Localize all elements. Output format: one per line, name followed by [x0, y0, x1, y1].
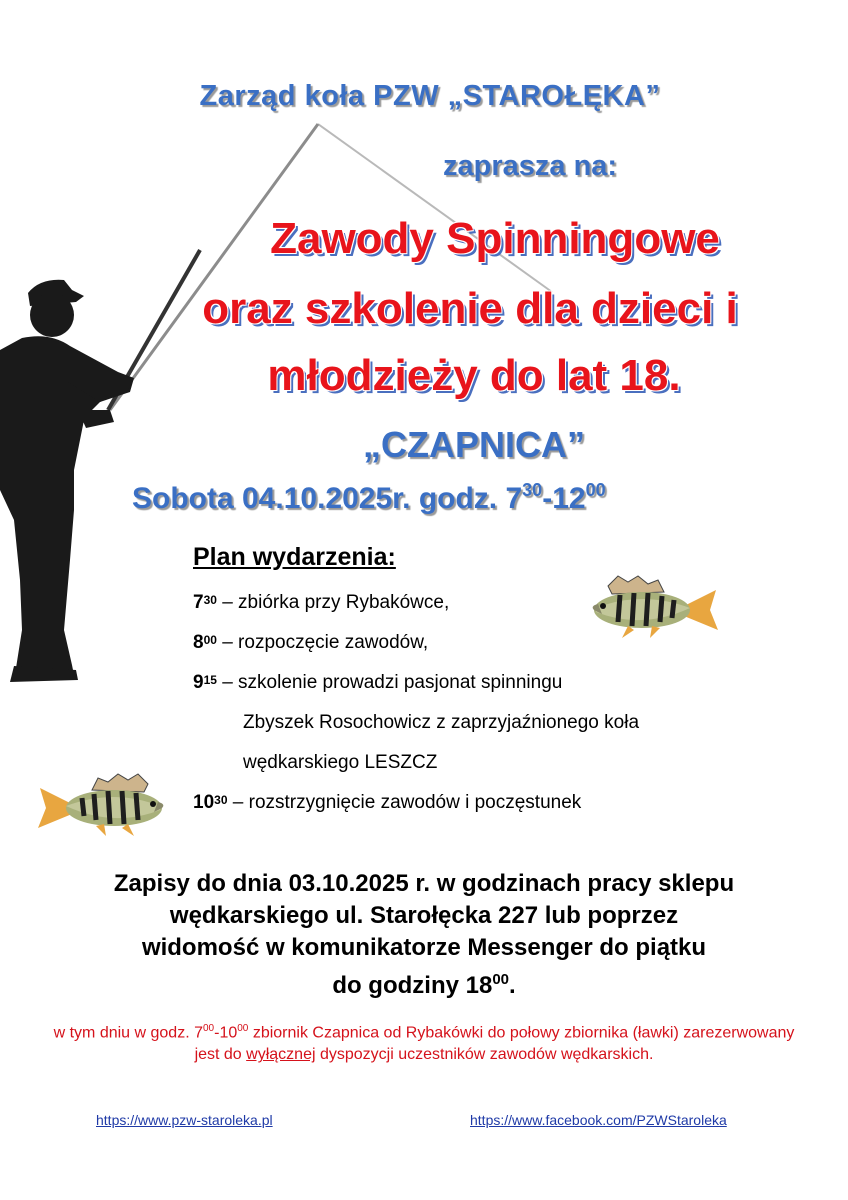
plan-item-continuation: Zbyszek Rosochowicz z zaprzyjaźnionego koła	[243, 712, 640, 733]
website-link[interactable]: https://www.pzw-staroleka.pl	[96, 1112, 273, 1128]
plan-item: $7^{30}$ – zbiórka przy Rybakówce,	[193, 592, 450, 613]
facebook-link[interactable]: https://www.facebook.com/PZWStaroleka	[470, 1112, 727, 1128]
plan-item: $10^{30}$ – rozstrzygnięcie zawodów i poczęstunek	[193, 792, 582, 813]
venue-name: „CZAPNICA”	[363, 424, 585, 465]
event-title-line1: Zawody Spinningowe	[270, 214, 720, 263]
organizer-heading: Zarząd koła PZW „STAROŁĘKA”	[199, 80, 661, 112]
invites-text: zaprasza na:	[443, 150, 618, 182]
signup-info: Zapisy do dnia 03.10.2025 r. w godzinach pracy sklepu wędkarskiego ul. Starołęcka 227 lub poprzez widomość w komunikatorze Messenger do piątku do godziny $18^{00}$.	[113, 870, 735, 999]
perch-fish-icon	[572, 572, 720, 644]
event-date: Sobota 04.10.2025r. godz. $7^{30}-12^{00}$	[132, 480, 606, 515]
perch-fish-icon	[36, 770, 184, 842]
reservation-note: w tym dniu w godz. $7^{00}-10^{00}$ zbiornik Czapnica od Rybakówki do połowy zbiornika (ławki) zarezerwowany jest do wyłącznej dyspozycji uczestników zawodów wędkarskich.	[53, 1023, 795, 1064]
plan-item-continuation: wędkarskiego LESZCZ	[243, 752, 438, 773]
event-title-line2: oraz szkolenie dla dzieci i	[202, 284, 738, 333]
plan-item: $8^{00}$ – rozpoczęcie zawodów,	[193, 632, 429, 653]
plan-item: $9^{15}$ – szkolenie prowadzi pasjonat spinningu	[193, 672, 563, 693]
event-title-line3: młodzieży do lat 18.	[267, 351, 681, 400]
plan-heading: Plan wydarzenia:	[193, 543, 396, 571]
